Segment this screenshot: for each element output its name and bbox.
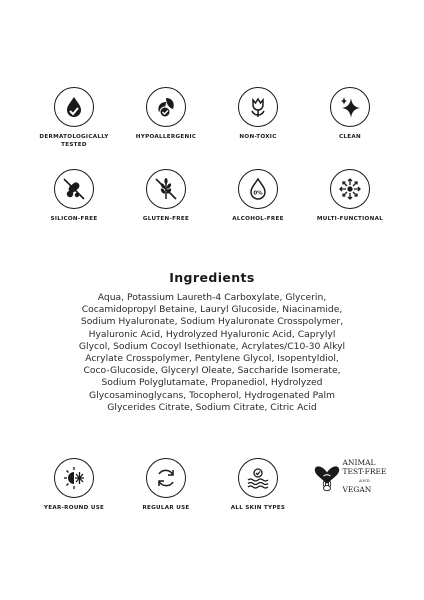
badge-label: MULTI-FUNCTIONAL [316,216,384,222]
sparkles-icon [330,87,370,127]
ingredients-line: Glycol, Sodium Cocoyl Isethionate, Acrylates/C10-30 Alkyl [78,340,346,352]
badge-all-skin-types [212,458,304,513]
badge-animal-test-free-vegan [304,458,396,513]
badge-year-round-use [28,458,120,513]
ingredients-line: Hyaluronic Acid, Hydrolyzed Hyaluronic Acid, Caprylyl [88,328,336,340]
vegan-badge [314,458,387,494]
badges-mid-row [28,169,396,224]
badge-label: CLEAN [338,134,361,140]
badges-top-row [28,87,396,149]
no-silicone-icon [54,169,94,209]
badge-label: REGULAR USE [142,505,190,511]
badge-label: NON-TOXIC [239,134,277,140]
refresh-arrows-icon [146,458,186,498]
dermatology-drop-icon [54,87,94,127]
vegan-line: ANIMAL [342,458,376,467]
ingredients-list [50,292,374,414]
ingredients-line: Sodium Polyglutamate, Propanediol, Hydrolyzed [101,377,323,389]
badge-non-toxic [212,87,304,149]
badge-silicon-free [28,169,120,224]
tulip-icon [238,87,278,127]
badges-bottom-row [28,458,396,513]
ingredients-line: Aqua, Potassium Laureth-4 Carboxylate, Glycerin, [97,292,327,303]
alcohol-free-drop-icon [238,169,278,209]
badge-label: ALL SKIN TYPES [230,505,286,511]
badge-gluten-free [120,169,212,224]
ingredients-heading: Ingredients [169,270,255,285]
multi-arrows-icon [330,169,370,209]
ingredients-line: Cocamidopropyl Betaine, Lauryl Glucoside, Niacinamide, [81,304,343,316]
badge-multi-functional [304,169,396,224]
skin-check-icon [238,458,278,498]
badge-regular-use [120,458,212,513]
leaf-check-icon [146,87,186,127]
badge-label: SILICON-FREE [50,216,98,222]
vegan-line: AND [358,478,371,483]
badge-label: ALCOHOL-FREE [232,216,284,222]
badge-hypoallergenic [120,87,212,149]
vegan-text [343,458,387,494]
alcohol-percent: 0% [253,190,263,197]
badge-clean [304,87,396,149]
ingredients-line: Sodium Hyaluronate, Sodium Hyaluronate Crosspolymer, [80,316,344,328]
sun-snowflake-icon [54,458,94,498]
badge-label: DERMATOLOGICALLY TESTED [39,134,109,148]
badge-alcohol-free [212,169,304,224]
heart-bunny-icon [314,460,340,492]
ingredients-line: Coco-Glucoside, Glyceryl Oleate, Saccharide Isomerate, [83,365,341,377]
ingredients-line: Acrylate Crosspolymer, Pentylene Glycol, Isopentyldiol, [85,353,339,365]
badge-label: YEAR-ROUND USE [43,505,105,511]
badge-label: GLUTEN-FREE [142,216,190,222]
no-gluten-wheat-icon [146,169,186,209]
vegan-line: VEGAN [342,485,372,494]
badge-label: HYPOALLERGENIC [135,134,197,140]
ingredients-line: Glycosaminoglycans, Tocopherol, Hydrogenated Palm [89,389,335,401]
vegan-line: TEST-FREE [342,467,387,476]
badge-dermatologically-tested [28,87,120,149]
ingredients-line: Glycerides Citrate, Sodium Citrate, Citric Acid [107,401,317,413]
